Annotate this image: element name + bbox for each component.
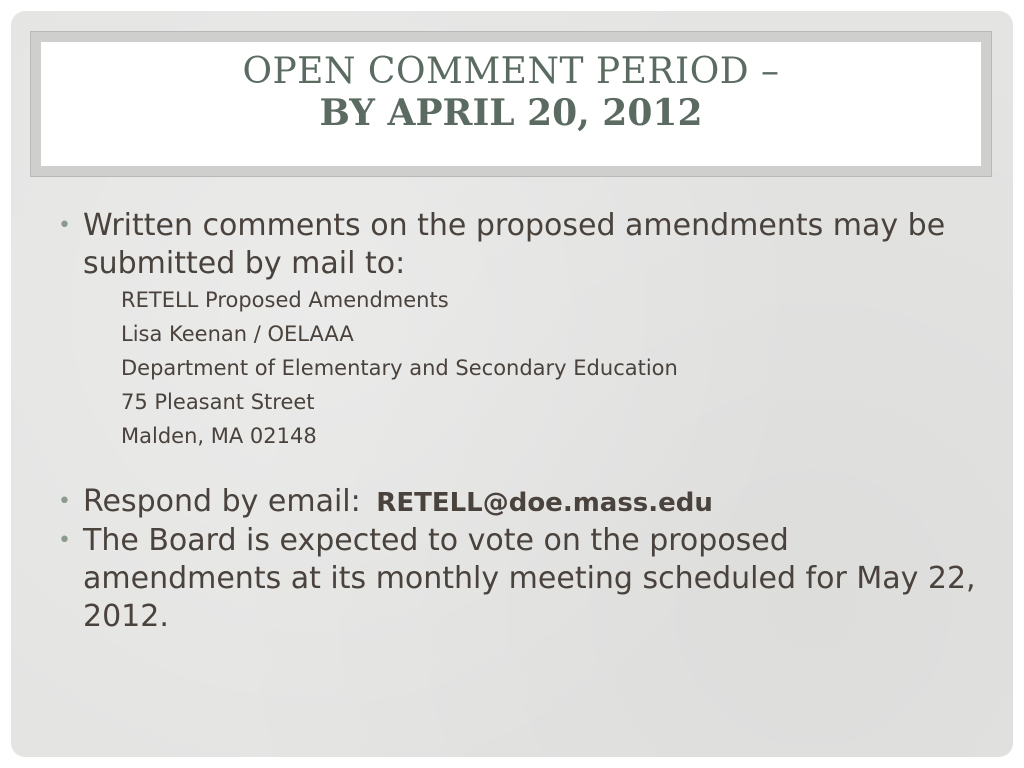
address-line: 75 Pleasant Street xyxy=(121,390,315,414)
address-line: Malden, MA 02148 xyxy=(121,424,317,448)
bullet-dot-icon: • xyxy=(58,489,71,514)
mailing-address xyxy=(121,283,985,453)
bullet-written-comments xyxy=(55,207,985,283)
title-line-2: BY APRIL 20, 2012 xyxy=(319,92,703,134)
bullet-text: Written comments on the proposed amendments may be submitted by mail to: xyxy=(83,208,946,281)
content-body xyxy=(55,207,985,636)
bullet-dot-icon: • xyxy=(58,528,71,553)
spacer xyxy=(55,453,985,483)
bullet-text: The Board is expected to vote on the proposed amendments at its monthly meeting scheduled for May 22, 2012. xyxy=(83,523,976,634)
slide xyxy=(11,11,1013,757)
title-box xyxy=(41,42,981,166)
email-link[interactable]: RETELL@doe.mass.edu xyxy=(376,488,713,518)
bullet-board-vote xyxy=(55,522,985,636)
title-frame xyxy=(30,31,992,177)
title-line-1: OPEN COMMENT PERIOD – xyxy=(242,51,780,92)
email-label: Respond by email: xyxy=(83,484,361,519)
address-line: Lisa Keenan / OELAAA xyxy=(121,322,354,346)
address-line: RETELL Proposed Amendments xyxy=(121,288,449,312)
bullet-dot-icon: • xyxy=(58,213,71,238)
address-line: Department of Elementary and Secondary Education xyxy=(121,356,678,380)
bullet-email xyxy=(55,483,985,522)
